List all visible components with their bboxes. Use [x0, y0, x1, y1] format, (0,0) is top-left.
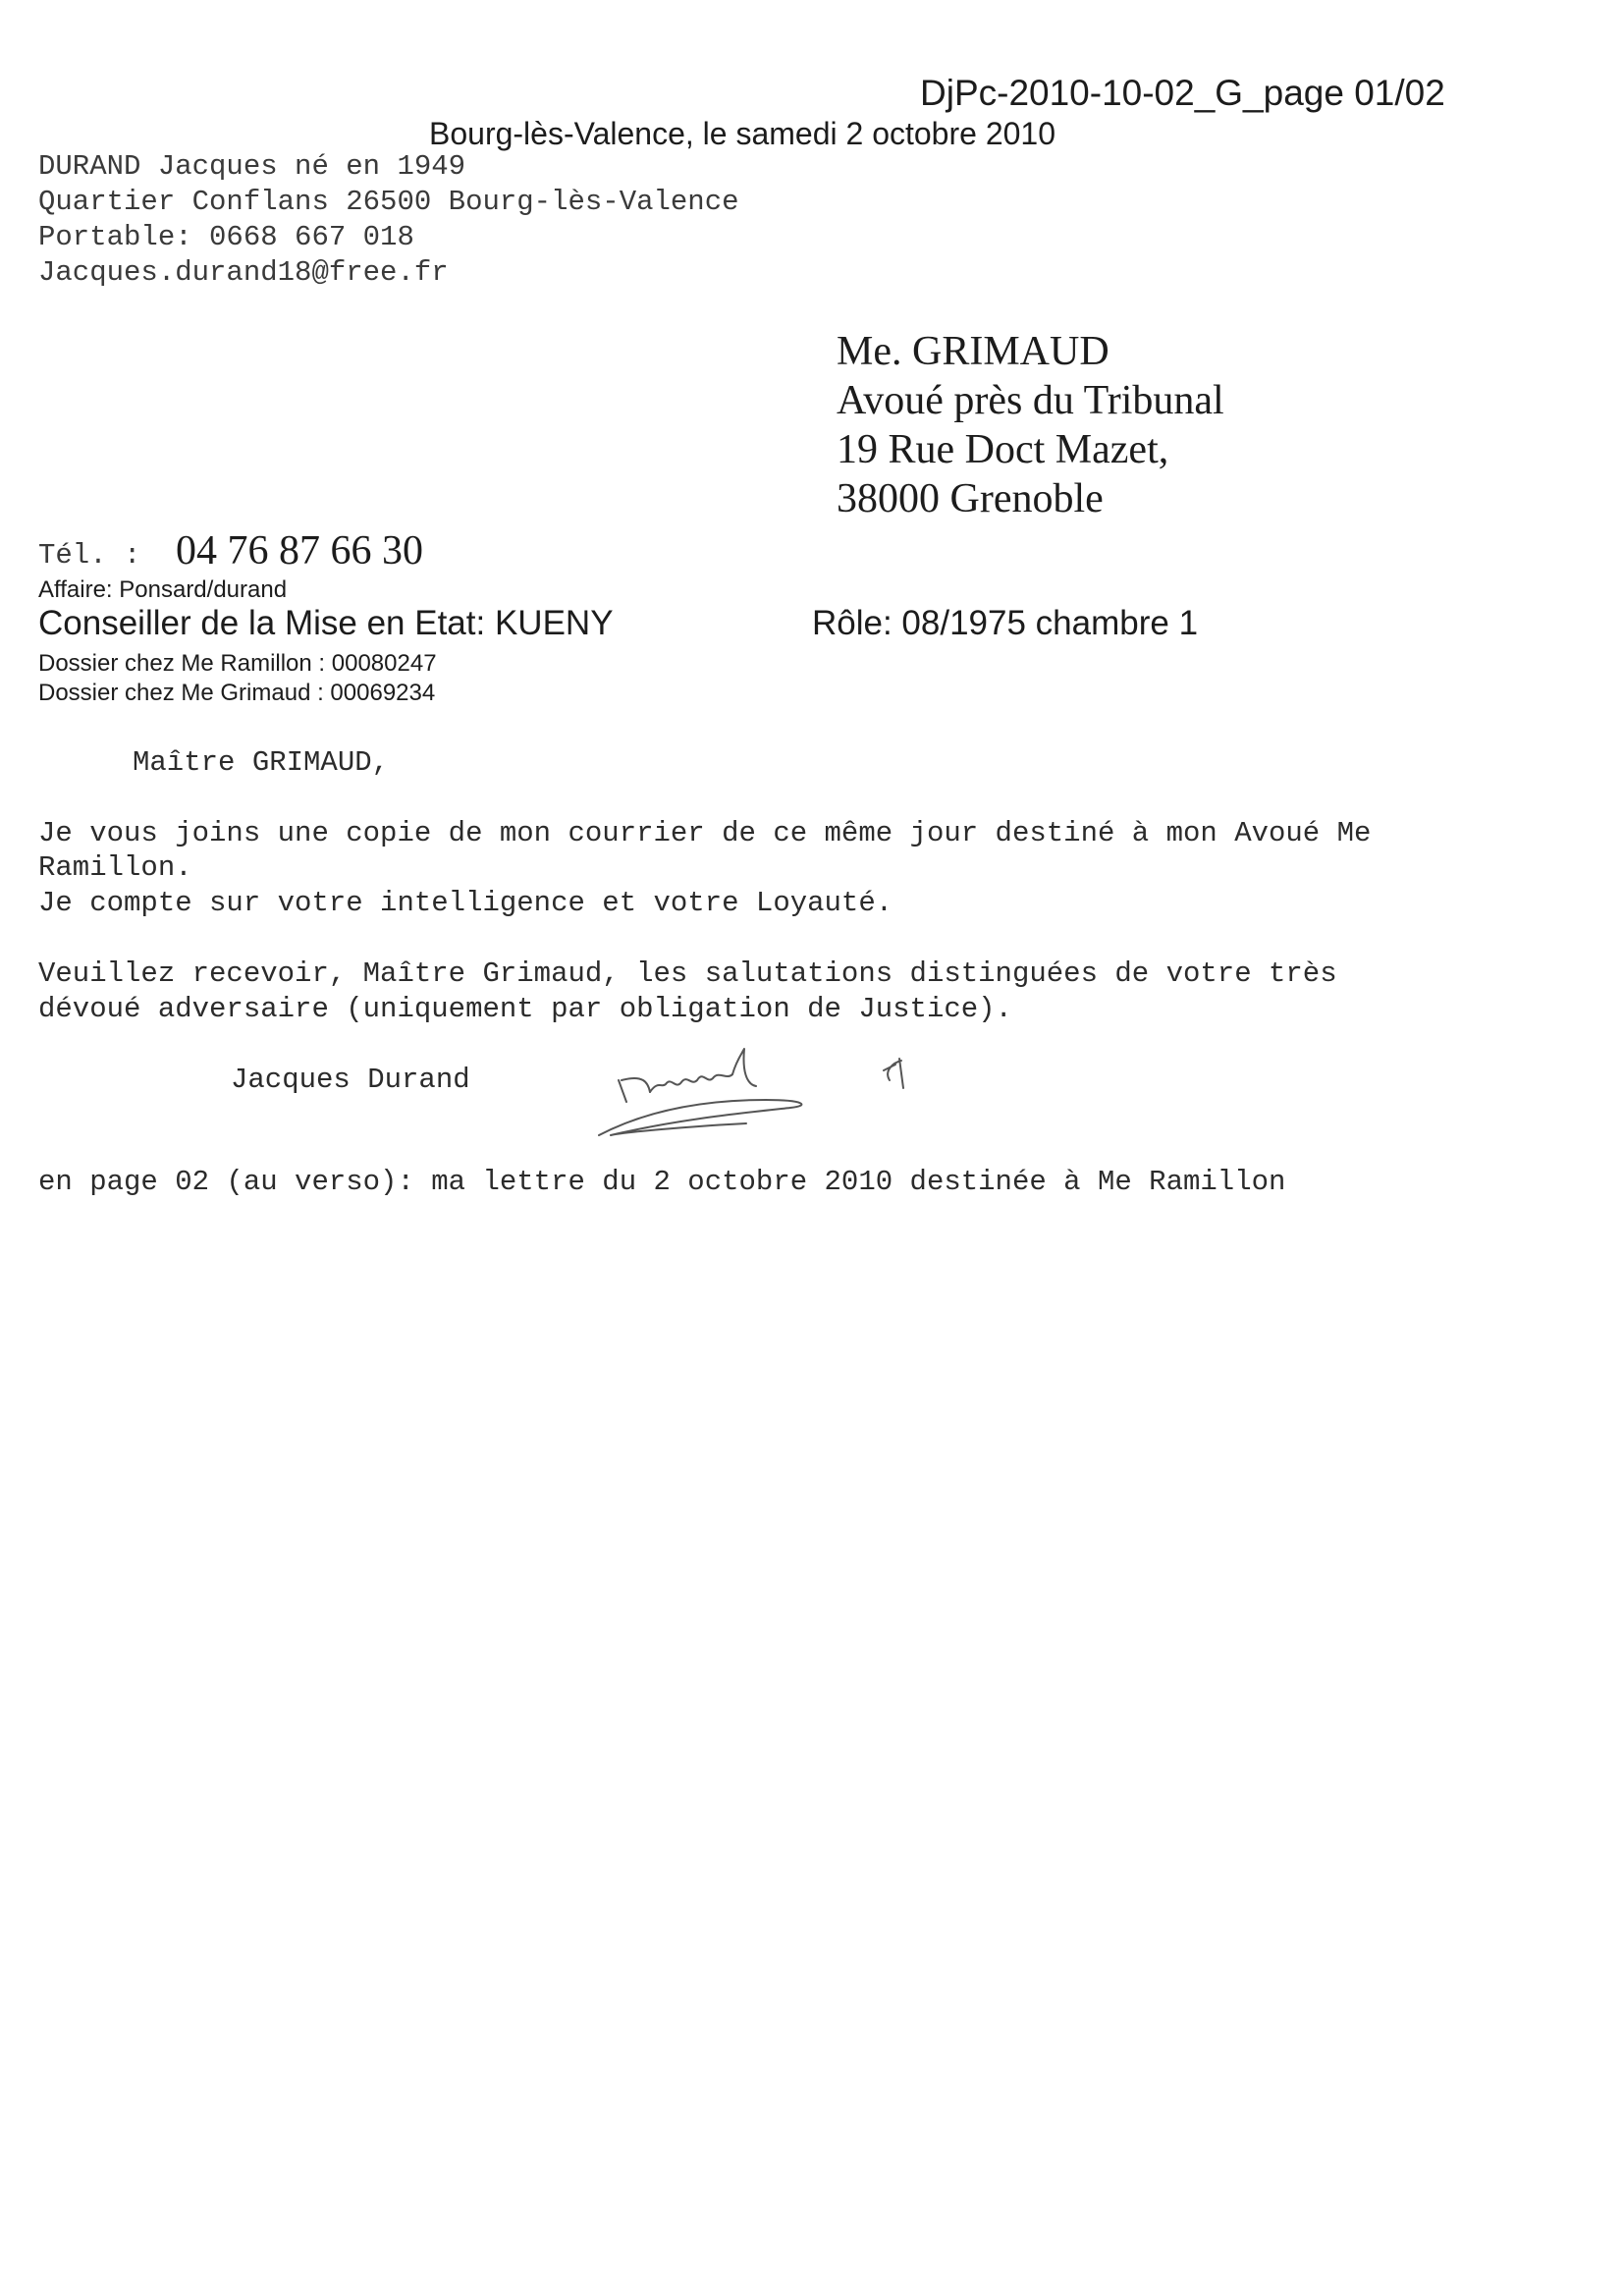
place-date: Bourg-lès-Valence, le samedi 2 octobre 2010 — [429, 116, 1055, 151]
sender-name: DURAND Jacques né en 1949 — [38, 150, 466, 183]
paragraph-1-line-3: Je compte sur votre intelligence et votre Loyauté. — [38, 887, 893, 919]
recipient-street: 19 Rue Doct Mazet, — [837, 427, 1169, 472]
role-line: Rôle: 08/1975 chambre 1 — [812, 604, 1199, 642]
handwritten-signature — [589, 1041, 952, 1149]
recipient-name: Me. GRIMAUD — [837, 329, 1109, 374]
paragraph-1-line-1: Je vous joins une copie de mon courrier de ce même jour destiné à mon Avoué Me — [38, 817, 1372, 849]
sender-mobile: Portable: 0668 667 018 — [38, 221, 414, 253]
affaire-line: Affaire: Ponsard/durand — [38, 576, 288, 603]
tel-label: Tél. : — [38, 539, 141, 572]
document-reference: DjPc-2010-10-02_G_page 01/02 — [920, 73, 1445, 113]
sender-email: Jacques.durand18@free.fr — [38, 256, 449, 289]
recipient-title: Avoué près du Tribunal — [837, 378, 1224, 423]
sender-address: Quartier Conflans 26500 Bourg-lès-Valence — [38, 186, 739, 218]
dossier-ramillon-line: Dossier chez Me Ramillon : 00080247 — [38, 650, 437, 677]
paragraph-2-line-2: dévoué adversaire (uniquement par obligation de Justice). — [38, 993, 1012, 1025]
footnote: en page 02 (au verso): ma lettre du 2 octobre 2010 destinée à Me Ramillon — [38, 1166, 1286, 1198]
salutation: Maître GRIMAUD, — [133, 746, 390, 779]
paragraph-2-line-1: Veuillez recevoir, Maître Grimaud, les salutations distinguées de votre très — [38, 957, 1337, 990]
conseiller-line: Conseiller de la Mise en Etat: KUENY — [38, 604, 614, 642]
dossier-grimaud-line: Dossier chez Me Grimaud : 00069234 — [38, 680, 436, 706]
recipient-city: 38000 Grenoble — [837, 476, 1104, 521]
tel-number: 04 76 87 66 30 — [176, 528, 423, 574]
signature-name: Jacques Durand — [231, 1064, 470, 1096]
paragraph-1-line-2: Ramillon. — [38, 851, 192, 884]
